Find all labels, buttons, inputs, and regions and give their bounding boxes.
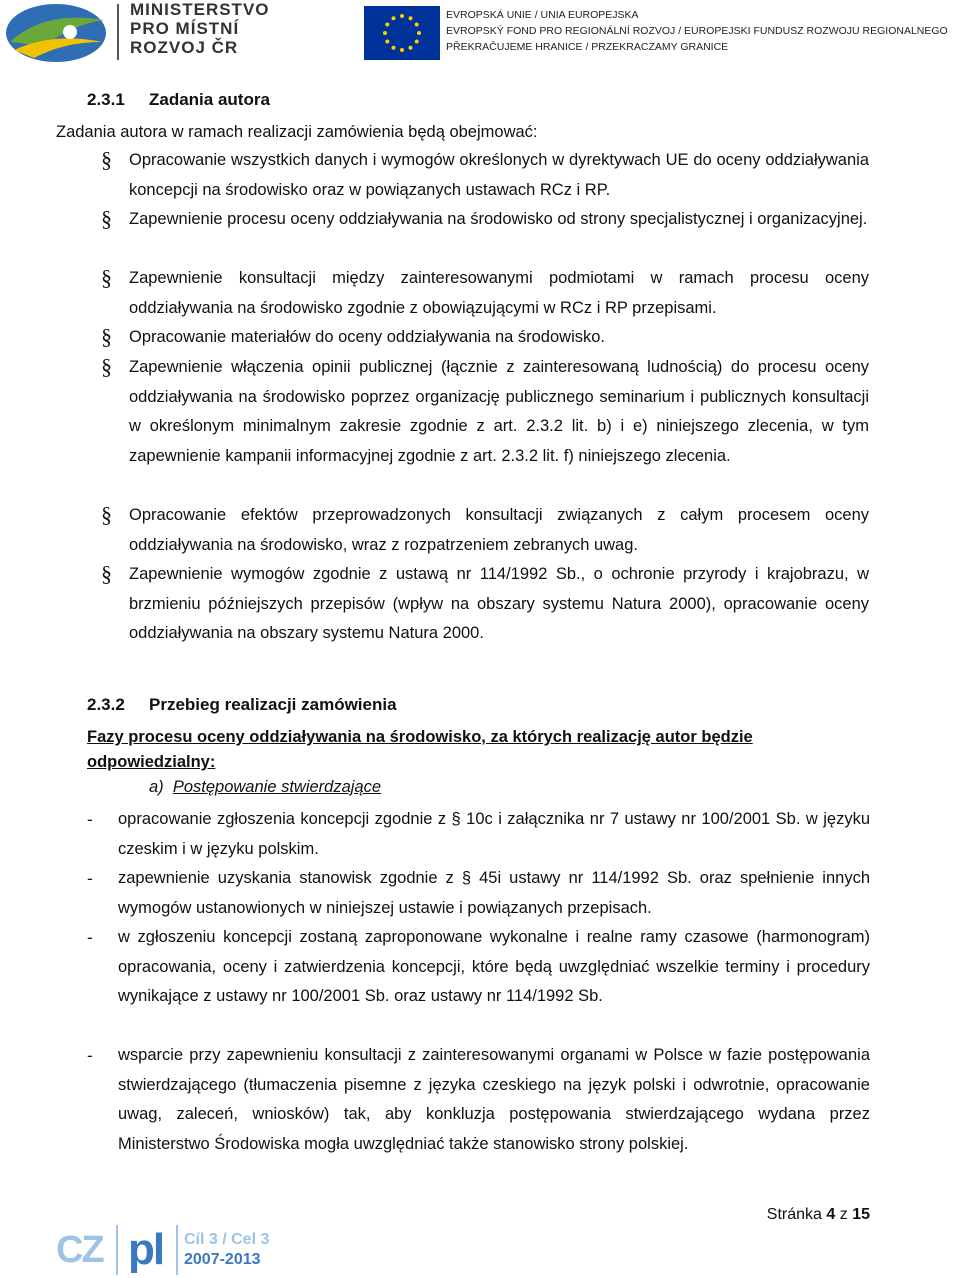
eu-star-icon [409,16,413,20]
svg-text:§: § [101,325,112,349]
svg-text:§: § [101,503,112,527]
eu-star-icon [417,31,421,35]
eu-star-icon [415,40,419,44]
svg-text:§: § [101,266,112,290]
page-number: Stránka 4 z 15 [766,1206,870,1223]
eu-flag-icon [364,6,440,60]
eu-star-icon [400,14,404,18]
list-item [98,146,873,206]
svg-text:§: § [101,355,112,379]
section-sign-bullet-icon [98,562,118,586]
list-item-text: Zapewnienie włączenia opinii publicznej (łącznie z zainteresowaną ludnością) do procesu oceny oddziaływania na środowisko poprzez organizację publicznego seminarium i publicznych konsultacji w określonym minimalnym zakresie zgodnie z art. 2.3.2 lit. b) i e) niniejszego zlecenia, w tym zapewnienie kampanii informacyjnej zgodnie z art. 2.3.2 lit. f) niniejszego zlecenia. [129,358,869,465]
list-item-text: Opracowanie wszystkich danych i wymogów określonych w dyrektywach UE do oceny oddziaływania koncepcji na środowisko oraz w powiązanych ustawach RCz i RP. [129,151,869,199]
list-item [98,501,873,561]
section-intro: Zadania autora w ramach realizacji zamówienia będą obejmować: [56,123,538,141]
logo-divider [116,1225,118,1275]
list-item [98,560,873,650]
eu-star-icon [400,48,404,52]
logo-cz-text: CZ [56,1229,103,1271]
list-item-text: zapewnienie uzyskania stanowisk zgodnie z § 45i ustawy nr 114/1992 Sb. oraz spełnienie innych wymogów ustanowionych w niniejszej ustawie i powiązanych przepisach. [118,869,870,917]
section-sign-bullet-icon [98,325,118,349]
page-header [0,0,960,70]
eu-program-text: EVROPSKÁ UNIE / UNIA EUROPEJSKA EVROPSKÝ FOND PRO REGIONÁLNÍ ROZVOJ / EUROPEJSKI FUNDUSZ ROZWOJU REGIONALNEGO PŘEKRAČUJEME HRANICE / PRZEKRACZAMY GRANICE [446,9,948,53]
logo-divider-2 [176,1225,178,1275]
section-sign-bullet-icon [98,148,118,172]
logo-line2: 2007-2013 [184,1251,261,1268]
eu-star-icon [385,23,389,27]
ministry-name: MINISTERSTVO PRO MÍSTNÍ ROZVOJ ČR [130,0,270,57]
list-item [98,205,873,265]
list-item [87,1041,873,1189]
list-item-text: opracowanie zgłoszenia koncepcji zgodnie z § 10c i załącznika nr 7 ustawy nr 100/2001 Sb. w języku czeskim i w języku polskim. [118,810,870,858]
section-heading-2-3-1: 2.3.1 Zadania autora [87,90,270,109]
list-item-text: Zapewnienie wymogów zgodnie z ustawą nr 114/1992 Sb., o ochronie przyrody i krajobrazu, w brzmieniu późniejszych przepisów (wpływ na obszary systemu Natura 2000), opracowanie oceny oddziaływania na obszary systemu Natura 2000. [129,565,869,643]
dash-bullet: - [87,869,93,888]
list-item [87,805,873,865]
list-item-text: Opracowanie efektów przeprowadzonych konsultacji związanych z całym procesem oceny oddziaływania na środowisko, wraz z rozpatrzeniem zebranych uwag. [129,506,869,554]
list-item-text: Opracowanie materiałów do oceny oddziaływania na środowisko. [129,328,606,346]
section-sign-bullet-icon [98,266,118,290]
eu-star-icon [392,16,396,20]
list-item [87,864,873,924]
list-item [98,264,873,324]
eu-star-icon [415,23,419,27]
eu-star-icon [385,40,389,44]
list-item [98,353,873,501]
eu-star-icon [383,31,387,35]
section-sign-bullet-icon [98,503,118,527]
phases-subheading: Fazy procesu oceny oddziaływania na środowisko, za których realizację autor będzie odpowiedzialny: [87,728,753,771]
section-heading-2-3-2: 2.3.2 Przebieg realizacji zamówienia [87,695,397,714]
eu-star-icon [392,46,396,50]
svg-text:§: § [101,148,112,172]
ministry-logo-icon [4,2,108,64]
logo-pl-text: pl [128,1225,164,1274]
list-item-text: Zapewnienie konsultacji między zainteresowanymi podmiotami w ramach procesu oceny oddziaływania na środowisko zgodnie z obowiązującymi w RCz i RP przepisami. [129,269,869,317]
eu-star-icon [409,46,413,50]
list-item-text: Zapewnienie procesu oceny oddziaływania na środowisko od strony specjalistycznej i organizacyjnej. [129,210,868,228]
dash-bullet: - [87,928,93,947]
list-item [87,923,873,1041]
section-sign-bullet-icon [98,207,118,231]
list-item-text: w zgłoszeniu koncepcji zostaną zaproponowane wykonalne i realne ramy czasowe (harmonogram) opracowania, oceny i zatwierdzenia koncepcji, które będą uwzględniać wszelkie terminy i procedury wynikające z ustawy nr 100/2001 Sb. oraz ustawy nr 114/1992 Sb. [118,928,870,1006]
list-item-text: wsparcie przy zapewnieniu konsultacji z zainteresowanymi organami w Polsce w fazie postępowania stwierdzającego (tłumaczenia pisemne z języka czeskiego na język polski i odwrotnie, opracowanie uwag, zaleceń, wniosków) tak, aby konkluzja postępowania stwierdzającego wydana przez Ministerstwo Środowiska mogła uwzględniać także stanowisko strony polskiej. [118,1046,870,1153]
list-item [98,323,873,353]
dash-bullet: - [87,810,93,829]
header-separator [117,4,119,60]
dash-bullet: - [87,1046,93,1065]
svg-text:§: § [101,562,112,586]
logo-line1: Cíl 3 / Cel 3 [184,1231,270,1248]
cz-pl-program-logo [56,1225,268,1275]
svg-text:§: § [101,207,112,231]
phase-heading: a) Postępowanie stwierdzające [149,778,382,796]
section-sign-bullet-icon [98,355,118,379]
